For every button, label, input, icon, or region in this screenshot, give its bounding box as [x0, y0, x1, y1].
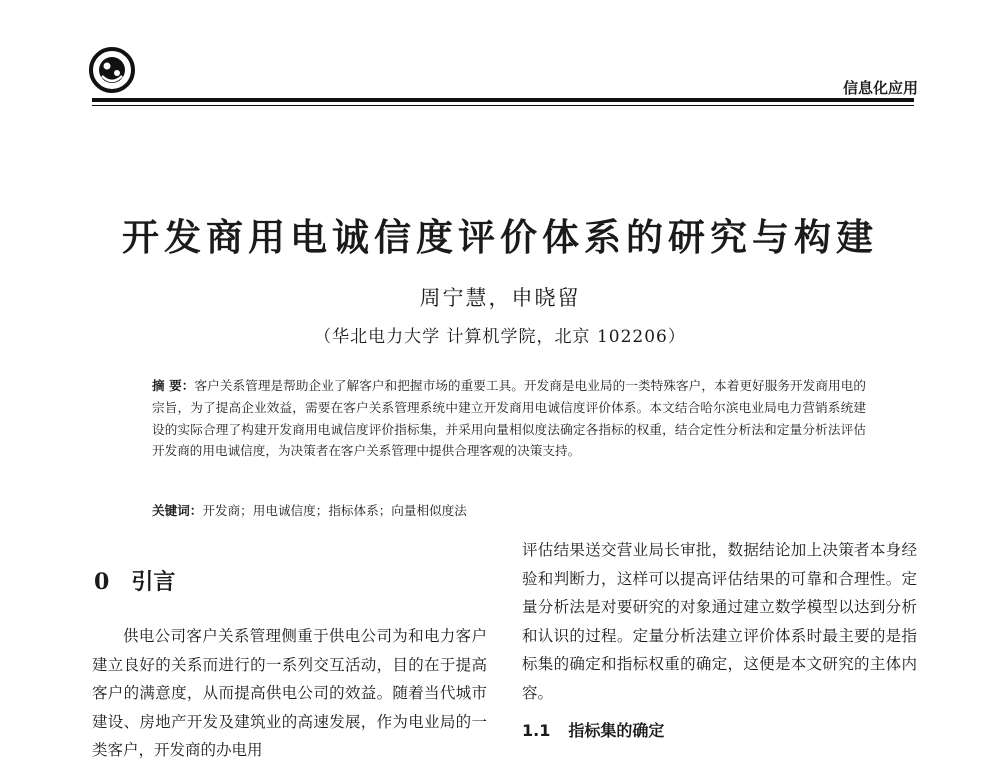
right-column — [522, 536, 917, 707]
subsection-heading — [522, 718, 664, 741]
affiliation: （华北电力大学 计算机学院，北京 102206） — [314, 327, 686, 347]
header-rule-thin — [92, 105, 914, 106]
header-rule-thick — [92, 98, 914, 102]
subsection-title: 指标集的确定 — [568, 721, 665, 740]
right-paragraph: 评估结果送交营业局长审批，数据结论加上决策者本身经验和判断力，这样可以提高评估结果的可靠和合理性。定量分析法是对要研究的对象通过建立数学模型以达到分析和认识的过程。定量分析法建立评价体系时最主要的是指标集的确定和指标权重的确定，这便是本文研究的主体内容。 — [522, 541, 917, 702]
keywords — [152, 500, 866, 519]
journal-logo-icon — [88, 46, 136, 94]
intro-paragraph: 供电公司客户关系管理侧重于供电公司为和电力客户建立良好的关系而进行的一系列交互活动，目的在于提高客户的满意度，从而提高供电公司的效益。随着当代城市建设、房地产开发及建筑业的高速发展，作为电业局的一类客户，开发商的办电用 — [92, 627, 487, 759]
abstract-text: 客户关系管理是帮助企业了解客户和把握市场的重要工具。开发商是电业局的一类特殊客户，本着更好服务开发商用电的宗旨，为了提高企业效益，需要在客户关系管理系统中建立开发商用电诚信度评价体系。本文结合哈尔滨电业局电力营销系统建设的实际合理了构建开发商用电诚信度评价指标集，并采用向量相似度法确定各指标的权重，结合定性分析法和定量分析法评估开发商的用电诚信度，为决策者在客户关系管理中提供合理客观的决策支持。 — [152, 378, 867, 459]
section-tag: 信息化应用 — [842, 79, 918, 97]
authors: 周宁慧，申晓留 — [419, 286, 581, 310]
subsection-number: 1.1 — [522, 721, 551, 740]
section-title: 引言 — [131, 569, 176, 595]
left-column — [92, 622, 487, 765]
keywords-label: 关键词： — [152, 503, 203, 518]
paper-title: 开发商用电诚信度评价体系的研究与构建 — [122, 215, 878, 259]
section-heading-introduction — [94, 565, 175, 596]
section-number: 0 — [94, 569, 110, 595]
abstract — [152, 375, 866, 462]
keywords-text: 开发商；用电诚信度；指标体系；向量相似度法 — [202, 503, 467, 518]
abstract-label: 摘 要： — [152, 378, 195, 393]
journal-logo — [88, 46, 136, 94]
